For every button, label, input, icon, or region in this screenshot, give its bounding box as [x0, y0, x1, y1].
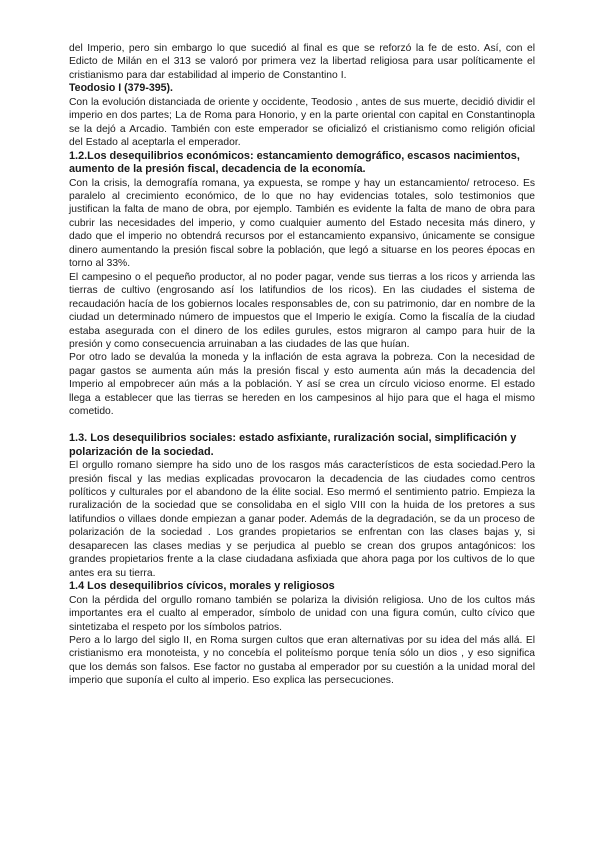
section-heading-1-2: 1.2.Los desequilibrios económicos: estancamiento demográfico, escasos nacimientos, aumento de la presión fiscal, decadencia de la economía.	[69, 149, 520, 176]
section-heading-1-3: 1.3. Los desequilibrios sociales: estado asfixiante, ruralización social, simplificación y polarización de la sociedad.	[69, 432, 517, 458]
document-page	[69, 42, 535, 688]
paragraph-gap	[69, 419, 535, 433]
paragraph-cristianismo: Pero a lo largo del siglo II, en Roma surgen cultos que eran alternativas por su idea del más allá. El cristianismo era monoteista, y no concebía el politeísmo porque tenía sólo un dios , y eso significa que los demás son falsos. Ese factor no gustaba al emperador por su cuestión a la unidad moral del imperio que suponía el culto al imperio. Eso explica las persecuciones.	[69, 634, 535, 687]
paragraph-edicto-milan: del Imperio, pero sin embargo lo que sucedió al final es que se reforzó la fe de esto. Así, con el Edicto de Milán en el 313 se valoró por primera vez la libertad religiosa para usar políticamente el cristianismo para dar estabilidad al imperio de Constantino I.	[69, 43, 535, 81]
paragraph-demografia: Con la crisis, la demografía romana, ya expuesta, se rompe y hay un estancamiento/ retroceso. Es paralelo al crecimiento económico, de lo que no hay evidencias totales, solo testimonios que justifican la falta de mano de obra, por ejemplo. También es evidente la falta de mano de obra para cubrir las necesidades del imperio, y como cualquier aumento del Estado necesita más dinero, y dado que el imperio no obtendrá recursos por el estancamiento expansivo, únicamente se consigue dinero aumentando la presión fiscal sobre la población, que legó a situarse en los peores épocas en torno al 33%.	[69, 177, 535, 270]
paragraph-moneda: Por otro lado se devalúa la moneda y la inflación de esta agrava la pobreza. Con la necesidad de pagar gastos se aumenta aún más la presión fiscal y esto aumenta aún más la decadencia del Imperio al empobrecer aún más a la población. Y así se crea un círculo vicioso enorme. El estado llega a establecer que las tierras se hereden en los campesinos al hijo para que el haga el mismo cometido.	[69, 352, 535, 418]
paragraph-orgullo: El orgullo romano siempre ha sido uno de los rasgos más característicos de esta sociedad.Pero la presión fiscal y las medias explicadas provocaron la decadencia de las ciudades como centros políticos y culturales por el abandono de la élite social. Eso mermó el sentimiento patrio. Empieza la ruralización de la sociedad que se consolidaba en el siglo VIII con la huida de los pretores a sus latifundios o villaes donde empiezan a ganar poder. Además de la degradación, se da un proceso de polarización de la sociedad . Los grandes propietarios se enfrentan con las clases bajas y, si desaparecen las clases medias y se perjudica al pueblo se crean dos grupos antagónicos: los grandes propietarios frente a la clase ciudadana asfixiada que ahora paga por los cultivos de lo que antes era su tierra.	[69, 460, 535, 579]
subheading-teodosio: Teodosio I (379-395).	[69, 82, 174, 95]
section-heading-1-4: 1.4 Los desequilibrios cívicos, morales y religiosos	[69, 580, 335, 593]
paragraph-teodosio: Con la evolución distanciada de oriente y occidente, Teodosio , antes de sus muerte, decidió dividir el imperio en dos partes; La de Roma para Honorio, y en la parte oriental con capital en Constantinopla se la dejó a Arcadio. También con este emperador se oficializó el cristianismo como religión oficial del Estado al aceptarla el emperador.	[69, 96, 535, 149]
paragraph-religion: Con la pérdida del orgullo romano también se polariza la división religiosa. Uno de los cultos más importantes era el cualto al emperador, símbolo de unidad con una figura común, culto cívico que sintetizaba el respeto por los símbolos patrios.	[69, 594, 535, 633]
paragraph-campesino: El campesino o el pequeño productor, al no poder pagar, vende sus tierras a los ricos y arrienda las tierras de cultivo (engrosando así los latifundios de los ricos). En las ciudades el sistema de recaudación hacía de los gobiernos locales responsables de, con su patrimonio, dar en nombre de la ciudad un determinado número de impuestos que el Imperio le exigía. Como la fiscalía de la ciudad estaba asegurada con el dinero de los ediles gurules, estos migraron al campo para huir de la presión y como consecuencia arruinaban a las ciudades de las que huían.	[69, 271, 535, 350]
